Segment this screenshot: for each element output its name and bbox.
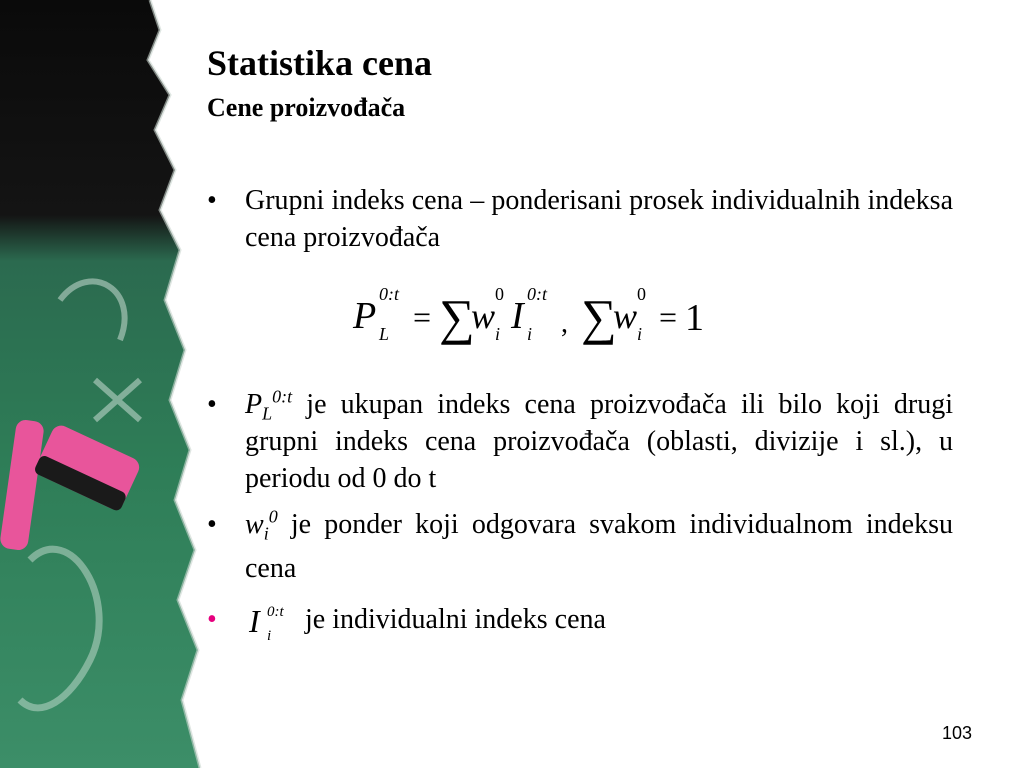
formula-lhs-sup: 0:t: [379, 284, 399, 304]
slide-content: [207, 182, 953, 642]
bullet-text: Grupni indeks cena – ponderisani prosek individualnih indeksa cena proizvođača: [245, 185, 953, 253]
bullet-item: [207, 503, 953, 591]
svg-text:i: i: [267, 627, 272, 642]
formula-w: w: [471, 296, 496, 336]
bullet-symbol: P: [245, 389, 263, 420]
formula-sum: ∑: [439, 289, 475, 345]
bullet-symbol: w: [245, 509, 264, 540]
svg-text:0:t: 0:t: [267, 603, 284, 620]
formula-one: 1: [685, 297, 704, 339]
formula-lhs-sub: L: [379, 324, 390, 344]
bullet-item: [207, 601, 953, 642]
svg-text:I: I: [249, 602, 260, 639]
formula-rhs-sup: 0: [637, 284, 646, 304]
formula-eq: =: [413, 299, 432, 335]
bullet-text: je ponder koji odgovara svakom individualnom indeksu cena: [245, 509, 953, 584]
formula-eq2: =: [659, 299, 678, 335]
bullet-item: [207, 386, 953, 497]
formula-graphic: [345, 270, 725, 360]
slide-title: Statistika cena: [207, 43, 432, 83]
formula-I: I: [511, 295, 524, 337]
bullet-marker: •: [207, 389, 217, 420]
formula-I-sup: 0:t: [527, 284, 547, 304]
formula-I-sub: i: [527, 324, 533, 344]
bullet-symbol-sup: 0:t: [272, 386, 293, 407]
bullet-symbol-sub: i: [263, 523, 269, 544]
formula-sum-2: ∑: [581, 289, 617, 345]
slide-subtitle: Cene proizvođača: [207, 93, 406, 122]
bullet-symbol-sup: 0: [268, 506, 278, 527]
bullet-marker: •: [207, 509, 217, 540]
formula-w-sup: 0: [495, 284, 504, 304]
bullet-text: je ukupan indeks cena proizvođača ili bilo koji drugi grupni indeks cena proizvođača (oblasti, divizije i sl.), u periodu od 0 do t: [245, 389, 953, 494]
bullet-text: je individualni indeks cena: [305, 604, 606, 635]
formula-sep: ,: [561, 308, 568, 339]
bullet-symbol-sub: L: [262, 403, 273, 424]
bullet-marker: •: [207, 604, 217, 635]
bullet-item: [207, 182, 953, 256]
formula-lhs: P: [353, 295, 377, 337]
page-number: 103: [941, 723, 972, 743]
bullet-marker: •: [207, 185, 217, 216]
formula-w-sub: i: [495, 324, 501, 344]
chalkboard-image: [0, 0, 215, 768]
price-index-formula: [245, 256, 953, 386]
individual-index-symbol: [245, 602, 301, 642]
formula-rhs-w: w: [613, 296, 638, 336]
chalkboard-decoration: [0, 0, 215, 768]
formula-rhs-sub: i: [637, 324, 643, 344]
